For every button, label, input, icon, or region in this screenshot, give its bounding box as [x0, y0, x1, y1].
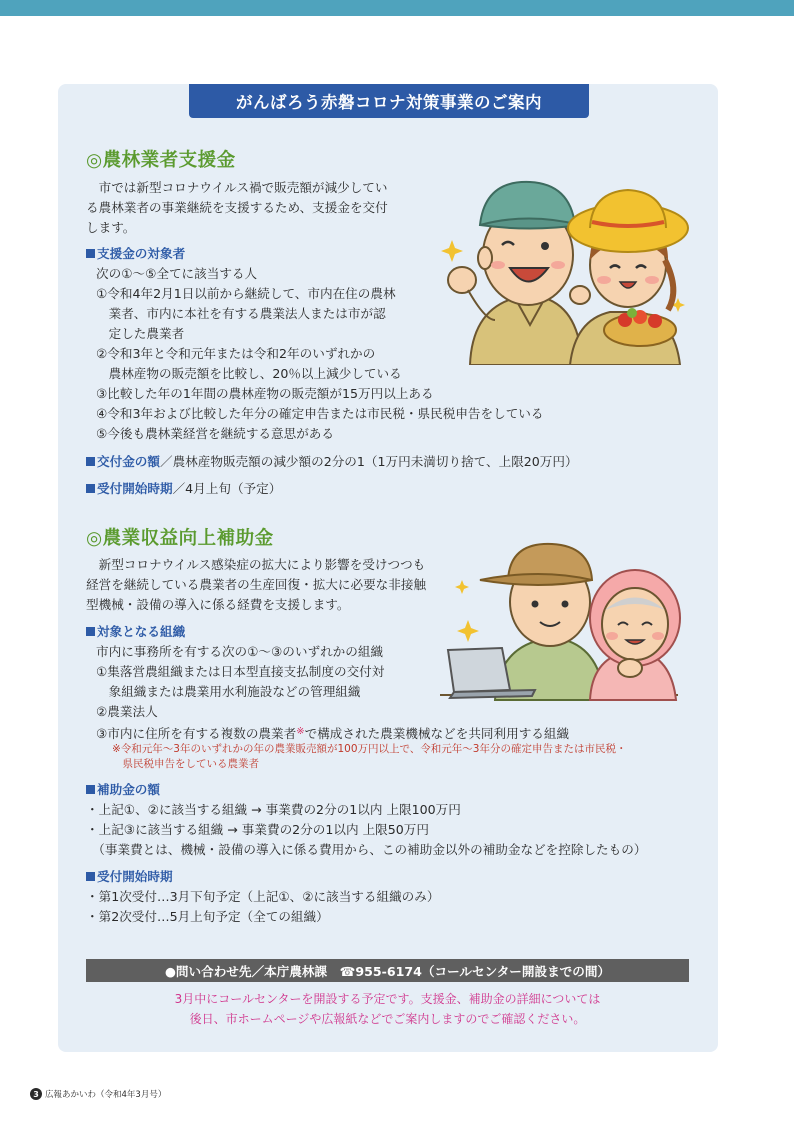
top-accent-bar	[0, 0, 794, 16]
target-line: 業者、市内に本社を有する農業法人または市が認	[96, 306, 386, 321]
org-line: ②農業法人	[96, 704, 158, 719]
contact-bar: ●問い合わせ先／本庁農林課 ☎955-6174（コールセンター開設までの間）	[86, 959, 689, 982]
target-line: ④令和3年および比較した年分の確定申告または市民税・県民税申告をしている	[96, 406, 544, 421]
banner-title: がんばろう赤磐コロナ対策事業のご案内	[189, 84, 589, 118]
section1-intro-line: る農林業者の事業継続を支援するため、支援金を交付	[86, 200, 388, 215]
publication-name: 広報あかいわ（令和4年3月号）	[45, 1090, 167, 1100]
target-line: ③比較した年の1年間の農林産物の販売額が15万円以上ある	[96, 386, 434, 401]
section2-intro-line: 型機械・設備の導入に係る経費を支援します。	[86, 597, 350, 612]
farmers-illustration	[440, 170, 705, 365]
start2-line: ・第1次受付…3月下旬予定（上記①、②に該当する組織のみ）	[86, 889, 440, 904]
amount-line: 交付金の額／農林産物販売額の減少額の2分の1（1万円未満切り捨て、上限20万円）	[86, 452, 578, 472]
subsidy-line: （事業費とは、機械・設備の導入に係る費用から、この補助金以外の補助金などを控除したもの）	[86, 842, 647, 857]
start-line: 受付開始時期／4月上旬（予定）	[86, 479, 281, 499]
subsidy-subheading: 補助金の額	[86, 780, 160, 800]
subsidy-line: ・上記③に該当する組織 → 事業費の2分の1以内 上限50万円	[86, 822, 429, 837]
start2-line: ・第2次受付…5月上旬予定（全ての組織）	[86, 909, 329, 924]
org-line: 象組織または農業用水利施設などの管理組織	[96, 684, 361, 699]
section1-intro-line: 市では新型コロナウイルス禍で販売額が減少してい	[86, 180, 388, 195]
subsidy-line: ・上記①、②に該当する組織 → 事業費の2分の1以内 上限100万円	[86, 802, 461, 817]
start2-subheading: 受付開始時期	[86, 867, 173, 887]
target-line: ⑤今後も農林業経営を継続する意思がある	[96, 426, 334, 441]
notice-line: 3月中にコールセンターを開設する予定です。支援金、補助金の詳細については	[174, 992, 601, 1006]
target-line: 次の①～⑤全てに該当する人	[96, 266, 258, 281]
footnote-line: ※令和元年～3年のいずれかの年の農業販売額が100万円以上で、令和元年～3年分の確定申告または市民税・	[112, 743, 627, 755]
page-number: 3	[30, 1088, 42, 1100]
org-line: ①集落営農組織または日本型直接支払制度の交付対	[96, 664, 385, 679]
page-footer	[30, 1088, 166, 1100]
org-line-3: ③市内に住所を有する複数の農業者※で構成された農業機械などを共同利用する組織	[96, 726, 570, 741]
target-line: ②令和3年と令和元年または令和2年のいずれかの	[96, 346, 376, 361]
farmer-laptop-illustration	[440, 540, 690, 705]
section2-heading: ◎農業収益向上補助金	[86, 528, 274, 549]
org-subheading: 対象となる組織	[86, 622, 185, 642]
target-line: 農林産物の販売額を比較し、20％以上減少している	[96, 366, 402, 381]
target-line: ①令和4年2月1日以前から継続して、市内在住の農林	[96, 286, 396, 301]
section2-intro-line: 新型コロナウイルス感染症の拡大により影響を受けつつも	[86, 557, 426, 572]
notice-line: 後日、市ホームページや広報紙などでご案内しますのでご確認ください。	[189, 1012, 586, 1026]
target-subheading: 支援金の対象者	[86, 244, 185, 264]
footnote-line: 県民税申告をしている農業者	[112, 758, 259, 770]
section1-intro-line: します。	[86, 220, 136, 235]
section1-heading: ◎農林業者支援金	[86, 150, 236, 171]
target-line: 定した農業者	[96, 326, 185, 341]
section2-intro-line: 経営を継続している農業者の生産回復・拡大に必要な非接触	[86, 577, 427, 592]
org-line: 市内に事務所を有する次の①～③のいずれかの組織	[96, 644, 384, 659]
